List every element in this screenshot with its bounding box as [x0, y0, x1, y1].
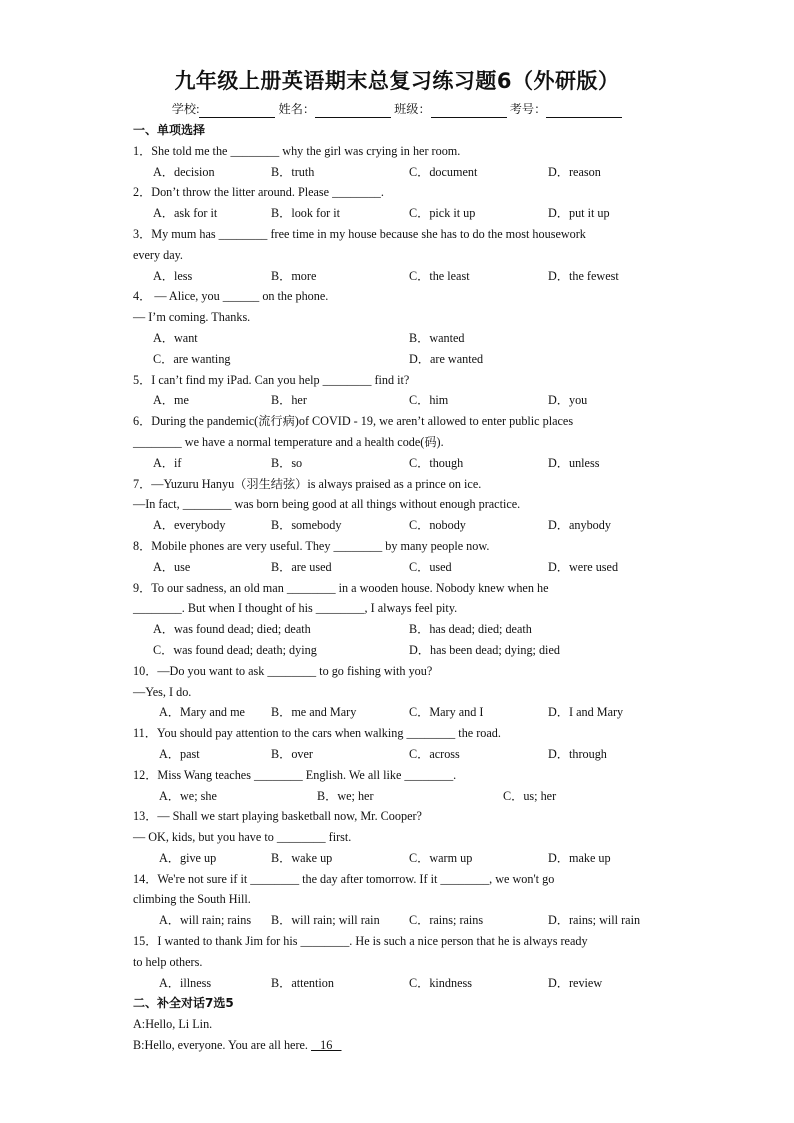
- option-a[interactable]: A．everybody: [153, 518, 226, 533]
- options-row: [133, 973, 661, 994]
- option-d[interactable]: D．unless: [548, 455, 600, 470]
- options-row: [133, 453, 661, 474]
- question-stem: 6．During the pandemic(流行病)of COVID - 19, we aren’t allowed to enter public places: [133, 414, 574, 429]
- option-b[interactable]: B．her: [271, 393, 307, 408]
- question-stem-cont: every day.: [133, 247, 183, 262]
- option-d[interactable]: D．anybody: [548, 518, 611, 533]
- option-a[interactable]: A．use: [153, 559, 191, 574]
- option-b[interactable]: B．are used: [271, 559, 332, 574]
- option-d[interactable]: D．you: [548, 393, 588, 408]
- option-b[interactable]: B．will rain; will rain: [271, 913, 380, 928]
- question-stem: 12．Miss Wang teaches ________ English. We all like ________.: [133, 767, 457, 782]
- option-a[interactable]: A．past: [159, 746, 200, 761]
- option-a[interactable]: A．will rain; rains: [159, 913, 252, 928]
- option-c[interactable]: C．document: [409, 164, 478, 179]
- name-label: 姓名：: [278, 102, 316, 116]
- question-stem-cont: — OK, kids, but you have to ________ first.: [133, 830, 352, 845]
- option-d[interactable]: D．the fewest: [548, 268, 619, 283]
- option-a[interactable]: A．if: [153, 455, 182, 470]
- option-c[interactable]: C．Mary and I: [409, 705, 484, 720]
- option-c[interactable]: C．nobody: [409, 518, 466, 533]
- option-b[interactable]: B．somebody: [271, 518, 342, 533]
- option-a[interactable]: A．Mary and me: [159, 705, 245, 720]
- blank-16[interactable]: 16: [311, 1038, 342, 1053]
- option-b[interactable]: B．over: [271, 746, 313, 761]
- option-b[interactable]: B．more: [271, 268, 317, 283]
- exam-page: [133, 64, 661, 1056]
- option-b[interactable]: B．wake up: [271, 850, 333, 865]
- option-d[interactable]: D．are wanted: [409, 351, 484, 366]
- option-d[interactable]: D．I and Mary: [548, 705, 624, 720]
- dialog-line: [133, 1035, 661, 1056]
- option-c[interactable]: C．us; her: [503, 788, 557, 803]
- question-stem: 1．She told me the ________ why the girl was crying in her room.: [133, 143, 461, 158]
- question-stem: 10．—Do you want to ask ________ to go fishing with you?: [133, 663, 433, 678]
- option-a[interactable]: A．we; she: [159, 788, 217, 803]
- options-row: [133, 162, 661, 183]
- options-row: [133, 786, 661, 807]
- options-row: [133, 328, 661, 349]
- options-row: [133, 640, 661, 661]
- options-row: [133, 557, 661, 578]
- question-stem: 4． — Alice, you ______ on the phone.: [133, 289, 329, 304]
- question-stem: 15．I wanted to thank Jim for his ________. He is such a nice person that he is always ready: [133, 934, 588, 949]
- school-field[interactable]: [199, 103, 275, 118]
- question-stem: 5．I can’t find my iPad. Can you help ________ find it?: [133, 372, 410, 387]
- number-field[interactable]: [546, 103, 622, 118]
- option-d[interactable]: D．put it up: [548, 206, 610, 221]
- option-d[interactable]: D．reason: [548, 164, 601, 179]
- section-heading: 一、单项选择: [133, 123, 206, 137]
- number-label: 考号：: [509, 102, 547, 116]
- option-b[interactable]: B．attention: [271, 975, 334, 990]
- question-stem: 14．We're not sure if it ________ the day after tomorrow. If it ________, we won't go: [133, 871, 555, 886]
- options-row: [133, 910, 661, 931]
- option-c[interactable]: C．kindness: [409, 975, 472, 990]
- option-a[interactable]: A．decision: [153, 164, 215, 179]
- option-a[interactable]: A．ask for it: [153, 206, 218, 221]
- option-d[interactable]: D．through: [548, 746, 607, 761]
- option-c[interactable]: C．across: [409, 746, 460, 761]
- option-b[interactable]: B．has dead; died; death: [409, 622, 532, 637]
- option-b[interactable]: B．me and Mary: [271, 705, 357, 720]
- option-a[interactable]: A．want: [153, 330, 198, 345]
- option-a[interactable]: A．was found dead; died; death: [153, 622, 311, 637]
- question-stem: 11．You should pay attention to the cars when walking ________ the road.: [133, 726, 501, 741]
- dialog-text: B:Hello, everyone. You are all here.: [133, 1038, 308, 1053]
- option-d[interactable]: D．review: [548, 975, 603, 990]
- option-a[interactable]: A．me: [153, 393, 189, 408]
- option-b[interactable]: B．we; her: [317, 788, 374, 803]
- option-b[interactable]: B．look for it: [271, 206, 341, 221]
- question-stem-cont: —Yes, I do.: [133, 684, 192, 699]
- section-heading: 二、补全对话7选5: [133, 996, 234, 1011]
- option-d[interactable]: D．rains; will rain: [548, 913, 641, 928]
- option-c[interactable]: C．used: [409, 559, 452, 574]
- options-row: [133, 619, 661, 640]
- option-c[interactable]: C．the least: [409, 268, 470, 283]
- question-stem-cont: — I’m coming. Thanks.: [133, 310, 251, 325]
- option-c[interactable]: C．though: [409, 455, 464, 470]
- option-a[interactable]: A．give up: [159, 850, 217, 865]
- option-b[interactable]: B．so: [271, 455, 303, 470]
- school-label: 学校:: [171, 102, 200, 116]
- option-c[interactable]: C．him: [409, 393, 449, 408]
- option-c[interactable]: C．warm up: [409, 850, 473, 865]
- options-row: [133, 203, 661, 224]
- option-c[interactable]: C．are wanting: [153, 351, 231, 366]
- student-info-row: [133, 98, 661, 120]
- options-row: [133, 515, 661, 536]
- option-c[interactable]: C．was found dead; death; dying: [153, 642, 317, 657]
- question-stem-cont: climbing the South Hill.: [133, 892, 251, 907]
- question-stem: 2．Don’t throw the litter around. Please ________.: [133, 185, 384, 200]
- question-stem-cont: —In fact, ________ was born being good at all things without enough practice.: [133, 497, 521, 512]
- options-row: [133, 744, 661, 765]
- name-field[interactable]: [315, 103, 391, 118]
- option-d[interactable]: D．were used: [548, 559, 619, 574]
- option-a[interactable]: A．less: [153, 268, 193, 283]
- options-row: [133, 848, 661, 869]
- class-field[interactable]: [431, 103, 507, 118]
- option-c[interactable]: C．pick it up: [409, 206, 476, 221]
- option-c[interactable]: C．rains; rains: [409, 913, 484, 928]
- options-row: [133, 266, 661, 287]
- question-stem: 7．—Yuzuru Hanyu（羽生结弦）is always praised as a prince on ice.: [133, 476, 482, 491]
- question-stem: 13．— Shall we start playing basketball now, Mr. Cooper?: [133, 809, 422, 824]
- dialog-line: A:Hello, Li Lin.: [133, 1017, 213, 1032]
- class-label: 班级：: [394, 102, 431, 116]
- question-stem-cont: to help others.: [133, 954, 203, 969]
- option-d[interactable]: D．make up: [548, 850, 611, 865]
- question-stem: 9．To our sadness, an old man ________ in a wooden house. Nobody knew when he: [133, 580, 549, 595]
- options-row: [133, 390, 661, 411]
- question-stem: 8．Mobile phones are very useful. They ________ by many people now.: [133, 538, 490, 553]
- page-title: 九年级上册英语期末总复习练习题6（外研版）: [174, 69, 620, 93]
- option-b[interactable]: B．truth: [271, 164, 315, 179]
- option-a[interactable]: A．illness: [159, 975, 212, 990]
- options-row: [133, 702, 661, 723]
- question-stem: 3．My mum has ________ free time in my house because she has to do the most housework: [133, 226, 586, 241]
- option-b[interactable]: B．wanted: [409, 330, 465, 345]
- options-row: [133, 349, 661, 370]
- question-stem-cont: ________ we have a normal temperature and a health code(码).: [133, 434, 444, 449]
- option-d[interactable]: D．has been dead; dying; died: [409, 642, 560, 657]
- question-stem-cont: ________. But when I thought of his ________, I always feel pity.: [133, 601, 458, 616]
